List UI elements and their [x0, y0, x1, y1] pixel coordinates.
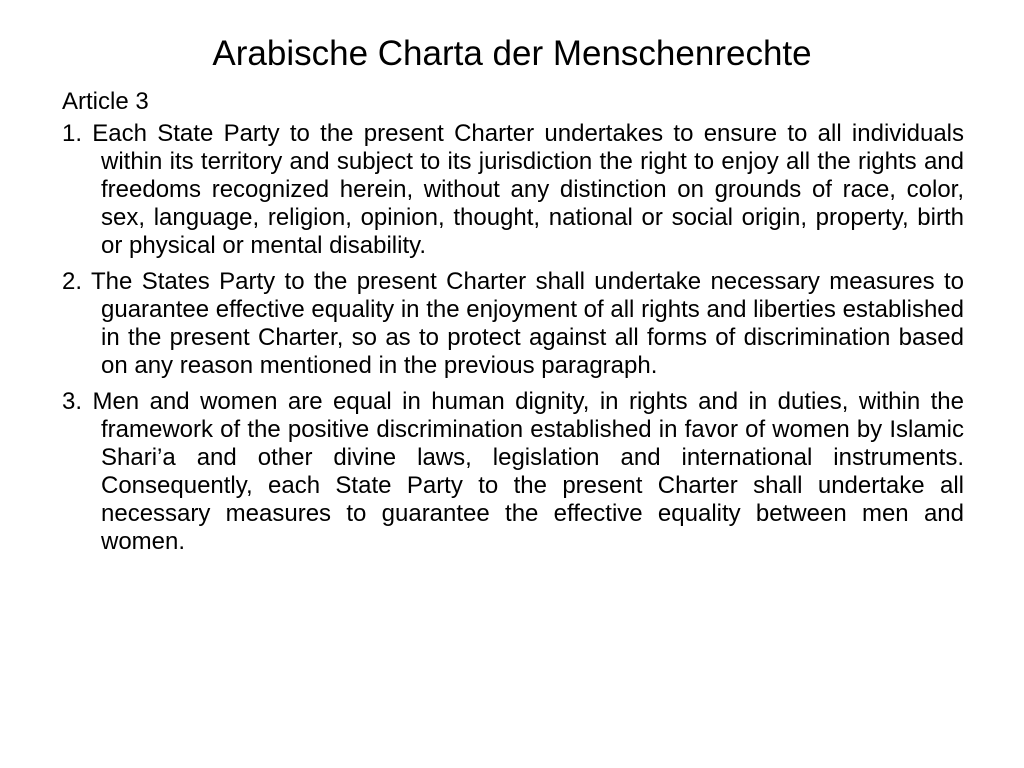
paragraph-3: 3. Men and women are equal in human dignity, in rights and in duties, within the framework of the positive discrimination established in favor of women by Islamic Shari’a and other divine laws, legislation and international instruments. Consequently, each State Party to the present Charter shall undertake all necessary measures to guarantee the effective equality between men and women.	[62, 388, 964, 555]
slide-content	[62, 88, 964, 564]
article-heading: Article 3	[62, 88, 149, 115]
slide-title: Arabische Charta der Menschenrechte	[212, 34, 812, 73]
paragraph-2: 2. The States Party to the present Charter shall undertake necessary measures to guarantee effective equality in the enjoyment of all rights and liberties established in the present Charter, so as to protect against all forms of discrimination based on any reason mentioned in the previous paragraph.	[62, 268, 964, 379]
paragraph-1: 1. Each State Party to the present Charter undertakes to ensure to all individuals within its territory and subject to its jurisdiction the right to enjoy all the rights and freedoms recognized herein, without any distinction on grounds of race, color, sex, language, religion, opinion, thought, national or social origin, property, birth or physical or mental disability.	[62, 120, 964, 259]
